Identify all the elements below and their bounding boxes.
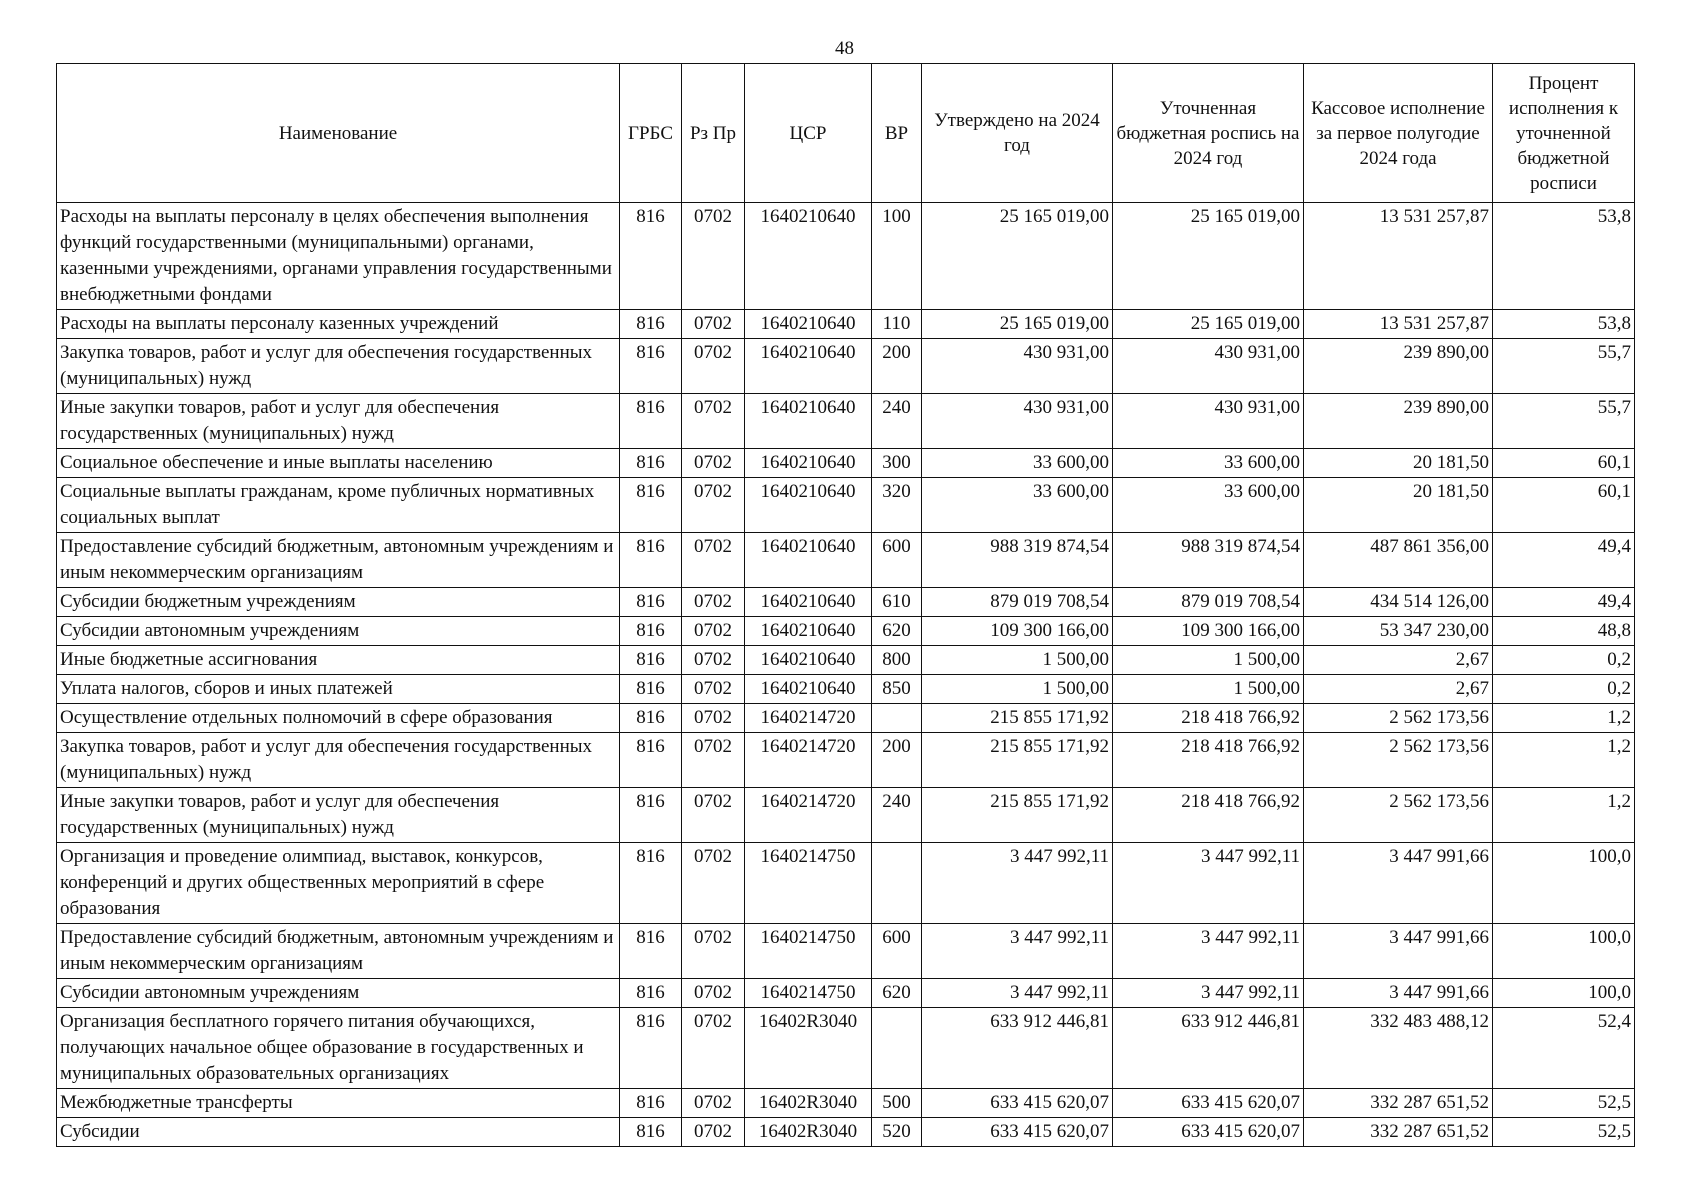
cell-name: Иные закупки товаров, работ и услуг для обеспечения государственных (муниципальных) нужд — [57, 788, 620, 843]
table-row — [57, 339, 1635, 394]
table-row — [57, 1089, 1635, 1118]
cell-cash: 20 181,50 — [1304, 478, 1493, 533]
cell-refined: 3 447 992,11 — [1113, 924, 1304, 979]
cell-grbs: 816 — [620, 733, 682, 788]
cell-percent: 1,2 — [1493, 733, 1635, 788]
cell-grbs: 816 — [620, 478, 682, 533]
cell-refined: 33 600,00 — [1113, 478, 1304, 533]
cell-percent: 49,4 — [1493, 533, 1635, 588]
cell-csr: 1640210640 — [745, 478, 872, 533]
cell-cash: 239 890,00 — [1304, 339, 1493, 394]
cell-csr: 1640214720 — [745, 788, 872, 843]
table-row — [57, 449, 1635, 478]
cell-percent: 53,8 — [1493, 310, 1635, 339]
cell-percent: 52,5 — [1493, 1118, 1635, 1147]
cell-cash: 20 181,50 — [1304, 449, 1493, 478]
cell-grbs: 816 — [620, 675, 682, 704]
table-row — [57, 394, 1635, 449]
cell-name: Закупка товаров, работ и услуг для обеспечения государственных (муниципальных) нужд — [57, 733, 620, 788]
header-grbs: ГРБС — [620, 64, 682, 203]
cell-grbs: 816 — [620, 339, 682, 394]
cell-grbs: 816 — [620, 533, 682, 588]
cell-csr: 1640210640 — [745, 203, 872, 310]
cell-percent: 55,7 — [1493, 339, 1635, 394]
cell-vr — [872, 704, 922, 733]
cell-cash: 3 447 991,66 — [1304, 979, 1493, 1008]
cell-cash: 434 514 126,00 — [1304, 588, 1493, 617]
cell-csr: 1640210640 — [745, 449, 872, 478]
cell-grbs: 816 — [620, 843, 682, 924]
cell-name: Социальные выплаты гражданам, кроме публичных нормативных социальных выплат — [57, 478, 620, 533]
cell-vr — [872, 1008, 922, 1089]
cell-csr: 16402R3040 — [745, 1089, 872, 1118]
cell-refined: 1 500,00 — [1113, 675, 1304, 704]
cell-approved: 633 415 620,07 — [922, 1118, 1113, 1147]
table-row — [57, 478, 1635, 533]
cell-grbs: 816 — [620, 1118, 682, 1147]
cell-vr — [872, 843, 922, 924]
cell-refined: 33 600,00 — [1113, 449, 1304, 478]
cell-vr: 200 — [872, 339, 922, 394]
cell-vr: 300 — [872, 449, 922, 478]
cell-approved: 430 931,00 — [922, 394, 1113, 449]
cell-vr: 500 — [872, 1089, 922, 1118]
cell-rzpr: 0702 — [682, 733, 745, 788]
cell-name: Межбюджетные трансферты — [57, 1089, 620, 1118]
cell-csr: 1640210640 — [745, 310, 872, 339]
cell-cash: 487 861 356,00 — [1304, 533, 1493, 588]
cell-cash: 2 562 173,56 — [1304, 704, 1493, 733]
cell-approved: 1 500,00 — [922, 646, 1113, 675]
cell-percent: 49,4 — [1493, 588, 1635, 617]
page-number: 48 — [835, 38, 854, 59]
cell-refined: 633 415 620,07 — [1113, 1089, 1304, 1118]
cell-name: Субсидии автономным учреждениям — [57, 979, 620, 1008]
table-row — [57, 617, 1635, 646]
cell-cash: 332 483 488,12 — [1304, 1008, 1493, 1089]
cell-vr: 520 — [872, 1118, 922, 1147]
cell-name: Иные закупки товаров, работ и услуг для обеспечения государственных (муниципальных) нужд — [57, 394, 620, 449]
cell-name: Социальное обеспечение и иные выплаты населению — [57, 449, 620, 478]
cell-approved: 3 447 992,11 — [922, 924, 1113, 979]
cell-refined: 633 912 446,81 — [1113, 1008, 1304, 1089]
cell-vr: 600 — [872, 533, 922, 588]
cell-refined: 430 931,00 — [1113, 394, 1304, 449]
cell-rzpr: 0702 — [682, 1118, 745, 1147]
cell-vr: 110 — [872, 310, 922, 339]
cell-approved: 430 931,00 — [922, 339, 1113, 394]
cell-name: Предоставление субсидий бюджетным, автономным учреждениям и иным некоммерческим организациям — [57, 533, 620, 588]
cell-name: Организация и проведение олимпиад, выставок, конкурсов, конференций и других общественных мероприятий в сфере образования — [57, 843, 620, 924]
cell-refined: 25 165 019,00 — [1113, 310, 1304, 339]
cell-csr: 1640210640 — [745, 588, 872, 617]
cell-approved: 3 447 992,11 — [922, 979, 1113, 1008]
cell-vr: 200 — [872, 733, 922, 788]
cell-vr: 620 — [872, 979, 922, 1008]
cell-percent: 60,1 — [1493, 478, 1635, 533]
header-rzpr: Рз Пр — [682, 64, 745, 203]
cell-csr: 16402R3040 — [745, 1118, 872, 1147]
cell-vr: 850 — [872, 675, 922, 704]
table-row — [57, 675, 1635, 704]
cell-grbs: 816 — [620, 394, 682, 449]
cell-name: Субсидии — [57, 1118, 620, 1147]
cell-name: Субсидии автономным учреждениям — [57, 617, 620, 646]
header-name: Наименование — [57, 64, 620, 203]
cell-percent: 52,4 — [1493, 1008, 1635, 1089]
cell-percent: 0,2 — [1493, 646, 1635, 675]
cell-rzpr: 0702 — [682, 310, 745, 339]
cell-cash: 2 562 173,56 — [1304, 788, 1493, 843]
cell-rzpr: 0702 — [682, 843, 745, 924]
cell-name: Иные бюджетные ассигнования — [57, 646, 620, 675]
cell-refined: 218 418 766,92 — [1113, 704, 1304, 733]
header-refined: Уточненная бюджетная роспись на 2024 год — [1113, 64, 1304, 203]
table-row — [57, 203, 1635, 310]
table-row — [57, 733, 1635, 788]
cell-percent: 1,2 — [1493, 704, 1635, 733]
cell-rzpr: 0702 — [682, 339, 745, 394]
cell-grbs: 816 — [620, 704, 682, 733]
cell-approved: 215 855 171,92 — [922, 788, 1113, 843]
cell-approved: 25 165 019,00 — [922, 203, 1113, 310]
cell-rzpr: 0702 — [682, 449, 745, 478]
cell-grbs: 816 — [620, 788, 682, 843]
cell-name: Закупка товаров, работ и услуг для обеспечения государственных (муниципальных) нужд — [57, 339, 620, 394]
cell-name: Расходы на выплаты персоналу казенных учреждений — [57, 310, 620, 339]
cell-refined: 25 165 019,00 — [1113, 203, 1304, 310]
cell-percent: 52,5 — [1493, 1089, 1635, 1118]
cell-refined: 430 931,00 — [1113, 339, 1304, 394]
header-cash: Кассовое исполнение за первое полугодие 2024 года — [1304, 64, 1493, 203]
cell-percent: 60,1 — [1493, 449, 1635, 478]
cell-grbs: 816 — [620, 617, 682, 646]
table-row — [57, 1008, 1635, 1089]
cell-approved: 879 019 708,54 — [922, 588, 1113, 617]
cell-percent: 1,2 — [1493, 788, 1635, 843]
cell-approved: 633 415 620,07 — [922, 1089, 1113, 1118]
cell-cash: 13 531 257,87 — [1304, 310, 1493, 339]
cell-percent: 0,2 — [1493, 675, 1635, 704]
table-row — [57, 1118, 1635, 1147]
cell-percent: 100,0 — [1493, 843, 1635, 924]
cell-cash: 2,67 — [1304, 646, 1493, 675]
cell-cash: 2 562 173,56 — [1304, 733, 1493, 788]
cell-rzpr: 0702 — [682, 203, 745, 310]
cell-vr: 620 — [872, 617, 922, 646]
cell-csr: 1640210640 — [745, 339, 872, 394]
cell-cash: 13 531 257,87 — [1304, 203, 1493, 310]
cell-csr: 1640210640 — [745, 533, 872, 588]
cell-csr: 1640210640 — [745, 617, 872, 646]
cell-percent: 100,0 — [1493, 924, 1635, 979]
table-row — [57, 788, 1635, 843]
cell-csr: 16402R3040 — [745, 1008, 872, 1089]
table-header-row — [57, 64, 1635, 203]
cell-refined: 879 019 708,54 — [1113, 588, 1304, 617]
cell-refined: 3 447 992,11 — [1113, 979, 1304, 1008]
cell-approved: 215 855 171,92 — [922, 704, 1113, 733]
cell-vr: 240 — [872, 788, 922, 843]
cell-vr: 100 — [872, 203, 922, 310]
cell-cash: 239 890,00 — [1304, 394, 1493, 449]
cell-vr: 610 — [872, 588, 922, 617]
cell-approved: 1 500,00 — [922, 675, 1113, 704]
cell-approved: 633 912 446,81 — [922, 1008, 1113, 1089]
header-csr: ЦСР — [745, 64, 872, 203]
cell-csr: 1640214750 — [745, 843, 872, 924]
cell-percent: 100,0 — [1493, 979, 1635, 1008]
cell-rzpr: 0702 — [682, 788, 745, 843]
cell-refined: 218 418 766,92 — [1113, 733, 1304, 788]
cell-grbs: 816 — [620, 1008, 682, 1089]
cell-csr: 1640210640 — [745, 646, 872, 675]
cell-vr: 600 — [872, 924, 922, 979]
cell-rzpr: 0702 — [682, 704, 745, 733]
table-row — [57, 646, 1635, 675]
budget-table — [56, 63, 1635, 1147]
cell-refined: 988 319 874,54 — [1113, 533, 1304, 588]
cell-refined: 3 447 992,11 — [1113, 843, 1304, 924]
table-row — [57, 924, 1635, 979]
cell-cash: 332 287 651,52 — [1304, 1089, 1493, 1118]
cell-vr: 320 — [872, 478, 922, 533]
cell-refined: 218 418 766,92 — [1113, 788, 1304, 843]
cell-rzpr: 0702 — [682, 1089, 745, 1118]
cell-cash: 332 287 651,52 — [1304, 1118, 1493, 1147]
cell-csr: 1640210640 — [745, 394, 872, 449]
cell-rzpr: 0702 — [682, 588, 745, 617]
cell-cash: 53 347 230,00 — [1304, 617, 1493, 646]
cell-approved: 988 319 874,54 — [922, 533, 1113, 588]
cell-rzpr: 0702 — [682, 478, 745, 533]
cell-percent: 55,7 — [1493, 394, 1635, 449]
header-vr: ВР — [872, 64, 922, 203]
table-row — [57, 533, 1635, 588]
cell-refined: 1 500,00 — [1113, 646, 1304, 675]
cell-percent: 53,8 — [1493, 203, 1635, 310]
cell-rzpr: 0702 — [682, 533, 745, 588]
cell-approved: 33 600,00 — [922, 449, 1113, 478]
cell-vr: 800 — [872, 646, 922, 675]
cell-name: Предоставление субсидий бюджетным, автономным учреждениям и иным некоммерческим организациям — [57, 924, 620, 979]
header-approved: Утверждено на 2024 год — [922, 64, 1113, 203]
table-row — [57, 704, 1635, 733]
cell-grbs: 816 — [620, 203, 682, 310]
cell-csr: 1640214720 — [745, 733, 872, 788]
cell-rzpr: 0702 — [682, 979, 745, 1008]
cell-approved: 215 855 171,92 — [922, 733, 1113, 788]
table-row — [57, 979, 1635, 1008]
header-percent: Процент исполнения к уточненной бюджетной росписи — [1493, 64, 1635, 203]
cell-name: Расходы на выплаты персоналу в целях обеспечения выполнения функций государственными (муниципальными) органами, казенными учреждениями, органами управления государственными внебюджетными фондами — [57, 203, 620, 310]
cell-csr: 1640214750 — [745, 924, 872, 979]
cell-rzpr: 0702 — [682, 924, 745, 979]
cell-approved: 109 300 166,00 — [922, 617, 1113, 646]
cell-approved: 3 447 992,11 — [922, 843, 1113, 924]
cell-grbs: 816 — [620, 646, 682, 675]
table-body — [57, 203, 1635, 1147]
cell-cash: 2,67 — [1304, 675, 1493, 704]
cell-grbs: 816 — [620, 1089, 682, 1118]
cell-approved: 25 165 019,00 — [922, 310, 1113, 339]
cell-approved: 33 600,00 — [922, 478, 1113, 533]
cell-grbs: 816 — [620, 979, 682, 1008]
cell-csr: 1640210640 — [745, 675, 872, 704]
cell-name: Организация бесплатного горячего питания обучающихся, получающих начальное общее образование в государственных и муниципальных образовательных организациях — [57, 1008, 620, 1089]
cell-name: Уплата налогов, сборов и иных платежей — [57, 675, 620, 704]
cell-refined: 109 300 166,00 — [1113, 617, 1304, 646]
table-row — [57, 588, 1635, 617]
cell-cash: 3 447 991,66 — [1304, 843, 1493, 924]
cell-rzpr: 0702 — [682, 1008, 745, 1089]
cell-vr: 240 — [872, 394, 922, 449]
cell-csr: 1640214750 — [745, 979, 872, 1008]
cell-rzpr: 0702 — [682, 646, 745, 675]
table-row — [57, 843, 1635, 924]
cell-rzpr: 0702 — [682, 394, 745, 449]
cell-grbs: 816 — [620, 588, 682, 617]
cell-percent: 48,8 — [1493, 617, 1635, 646]
cell-rzpr: 0702 — [682, 675, 745, 704]
cell-refined: 633 415 620,07 — [1113, 1118, 1304, 1147]
cell-rzpr: 0702 — [682, 617, 745, 646]
cell-grbs: 816 — [620, 924, 682, 979]
cell-grbs: 816 — [620, 310, 682, 339]
cell-grbs: 816 — [620, 449, 682, 478]
cell-csr: 1640214720 — [745, 704, 872, 733]
cell-cash: 3 447 991,66 — [1304, 924, 1493, 979]
cell-name: Осуществление отдельных полномочий в сфере образования — [57, 704, 620, 733]
table-row — [57, 310, 1635, 339]
cell-name: Субсидии бюджетным учреждениям — [57, 588, 620, 617]
